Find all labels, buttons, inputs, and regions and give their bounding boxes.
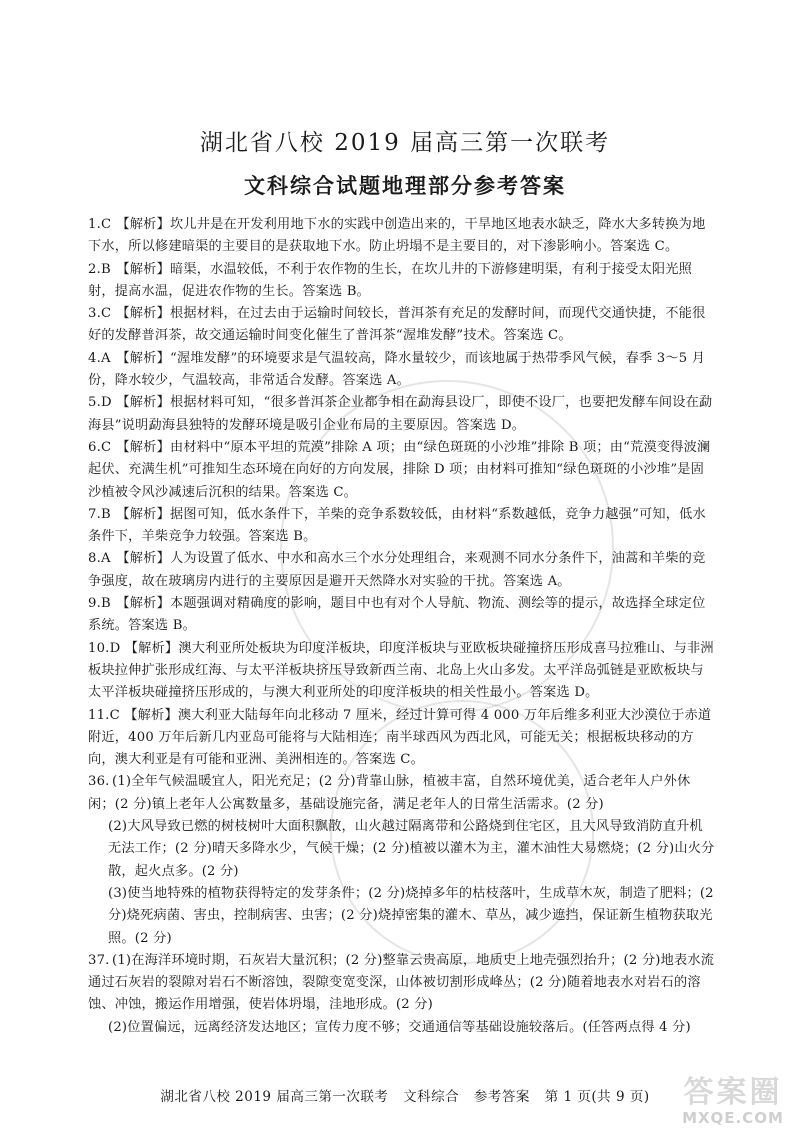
watermark-url: MXQE.COM [682,1109,784,1127]
answer-item-1 [88,214,716,259]
answer-number: 4.A [88,350,111,366]
answer-item-3 [88,303,716,348]
answer-number: 36. [88,774,110,790]
answer-list [88,214,716,1039]
watermark-logo-text: 答案圈 [683,1075,783,1110]
answer-number: 7.B [88,506,111,522]
answer-text: 【解析】根据材料，在过去由于运输时间较长，普洱茶有充足的发酵时间，而现代交通快捷，不能很好的发酵普洱茶，故交通运输时间变化催生了普洱茶“渥堆发酵”技术。答案选 C。 [88,306,706,344]
answer-item-37 [88,950,716,1039]
answer-number: 8.A [88,551,111,567]
document-title: 湖北省八校 2019 届高三第一次联考 [199,130,611,156]
footer-page: 第 1 页(共 9 页) [544,1089,650,1105]
answer-number: 5.D [88,395,112,411]
answer-part: (2)大风导致已燃的树枝树叶大面积飘散，山火越过隔离带和公路烧到住宅区，且大风导致消防直升机无法工作；(2 分)晴天多降水少，气候干燥；(2 分)植被以灌木为主，灌木油性大易燃烧；(2 分)山火分散，起火点多。(2 分) [108,819,715,879]
answer-item-7 [88,504,716,549]
answer-text: 【解析】澳大利亚大陆每年向北移动 7 厘米，经过计算可得 4 000 万年后维多利亚大沙漠位于赤道附近，400 万年后新几内亚岛可能将与大陆相连；南半球西风为西北风，可能无关；根据板块移动的方向，澳大利亚是有可能和亚洲、美洲相连的。答案选 C。 [88,707,712,768]
answer-text: 【解析】由材料中“原本平坦的荒漠”排除 A 项；由“绿色斑斑的小沙堆”排除 B 项；由“荒漠变得波澜起伏、充满生机”可推知生态环境在向好的方向发展，排除 D 项；由材料可推知“绿色斑斑的小沙堆”是固沙植被令风沙减速后沉积的结果。答案选 C。 [88,439,711,500]
answer-text: 【解析】人为设置了低水、中水和高水三个水分处理组合，来观测不同水分条件下，油蒿和羊柴的竞争强度，故在玻璃房内进行的主要原因是避开天然降水对实验的干扰。答案选 A。 [88,551,706,589]
document-subtitle: 文科综合试题地理部分参考答案 [244,173,566,198]
answer-item-10 [88,638,716,705]
footer-type: 参考答案 [473,1089,530,1105]
answer-number: 9.B [88,596,111,612]
answer-text: 【解析】澳大利亚所处板块为印度洋板块，印度洋板块与亚欧板块碰撞挤压形成喜马拉雅山、与非洲板块拉伸扩张形成红海、与太平洋板块挤压导致新西兰南、北岛上火山多发。太平洋岛弧链是亚欧板块与太平洋板块碰撞挤压形成的，与澳大利亚所处的印度洋板块的相关性最小。答案选 D。 [88,640,714,701]
answer-text: 【解析】根据材料可知，“很多普洱茶企业都争相在勐海县设厂，即使不设厂，也要把发酵车间设在勐海县”说明勐海县独特的发酵环境是吸引企业布局的主要原因。答案选 D。 [88,395,713,433]
answer-item-8 [88,548,716,593]
answer-part: (2)位置偏远，远离经济发达地区；宣传力度不够；交通通信等基础设施较落后。(任答两点得 4 分) [108,1019,691,1035]
answer-number: 6.C [88,439,112,455]
answer-text: 【解析】本题强调对精确度的影响，题目中也有对个人导航、物流、测绘等的提示，故选择全球定位系统。答案选 B。 [88,596,706,634]
answer-number: 37. [88,952,110,968]
answer-item-2 [88,259,716,304]
footer-exam: 湖北省八校 2019 届高三第一次联考 [160,1089,389,1105]
answer-item-5 [88,392,716,437]
footer-subject: 文科综合 [403,1089,460,1105]
answer-text: 【解析】坎儿井是在开发利用地下水的实践中创造出来的，干旱地区地表水缺乏，降水大多转换为地下水，所以修建暗渠的主要目的是获取地下水。防止坍塌不是主要目的，对下渗影响小。答案选 C。 [88,217,706,255]
answer-item-9 [88,593,716,638]
watermark-logo [674,1077,792,1131]
answer-number: 3.C [88,306,112,322]
answer-item-11 [88,705,716,772]
answer-text: 【解析】据图可知，低水条件下，羊柴的竞争系数较低，由材料“系数越低，竞争力越强”可知，低水条件下，羊柴竞争力较强。答案选 B。 [88,506,706,545]
answer-item-36 [88,771,716,949]
answer-number: 1.C [88,217,112,232]
answer-part: (1)全年气候温暖宜人，阳光充足；(2 分)背靠山脉，植被丰富，自然环境优美，适合老年人户外休闲；(2 分)镇上老年人公寓数量多，基础设施完备，满足老年人的日常生活需求。(2 分) [88,774,691,812]
answer-item-4 [88,348,716,393]
answer-text: 【解析】暗渠，水温较低，不利于农作物的生长，在坎儿井的下游修建明渠，有利于接受太阳光照射，提高水温，促进农作物的生长。答案选 B。 [88,261,693,299]
answer-number: 2.B [88,261,111,277]
answer-text: 【解析】“渥堆发酵”的环境要求是气温较高，降水量较少，而该地属于热带季风气候，春季 3～5 月份，降水较少，气温较高，非常适合发酵。答案选 A。 [88,350,706,389]
answer-part: (3)使当地特殊的植物获得特定的发芽条件；(2 分)烧掉多年的枯枝落叶，生成草木灰，制造了肥料；(2 分)烧死病菌、害虫，控制病害、虫害；(2 分)烧掉密集的灌木、草丛，减少遮挡，保证新生植物获取光照。(2 分) [108,885,714,946]
answer-number: 10.D [88,640,121,656]
answer-part: (1)在海洋环境时期，石灰岩大量沉积；(2 分)整靠云贵高原，地质史上地壳强烈抬升；(2 分)地表水流通过石灰岩的裂隙对岩石不断溶蚀，裂隙变宽变深，山体被切割形成峰丛；(2 分)随着地表水对岩石的溶蚀、冲蚀，搬运作用增强，使岩体坍塌，洼地形成。(2 分) [88,952,715,1013]
answer-number: 11.C [88,707,120,723]
answer-item-6 [88,437,716,504]
